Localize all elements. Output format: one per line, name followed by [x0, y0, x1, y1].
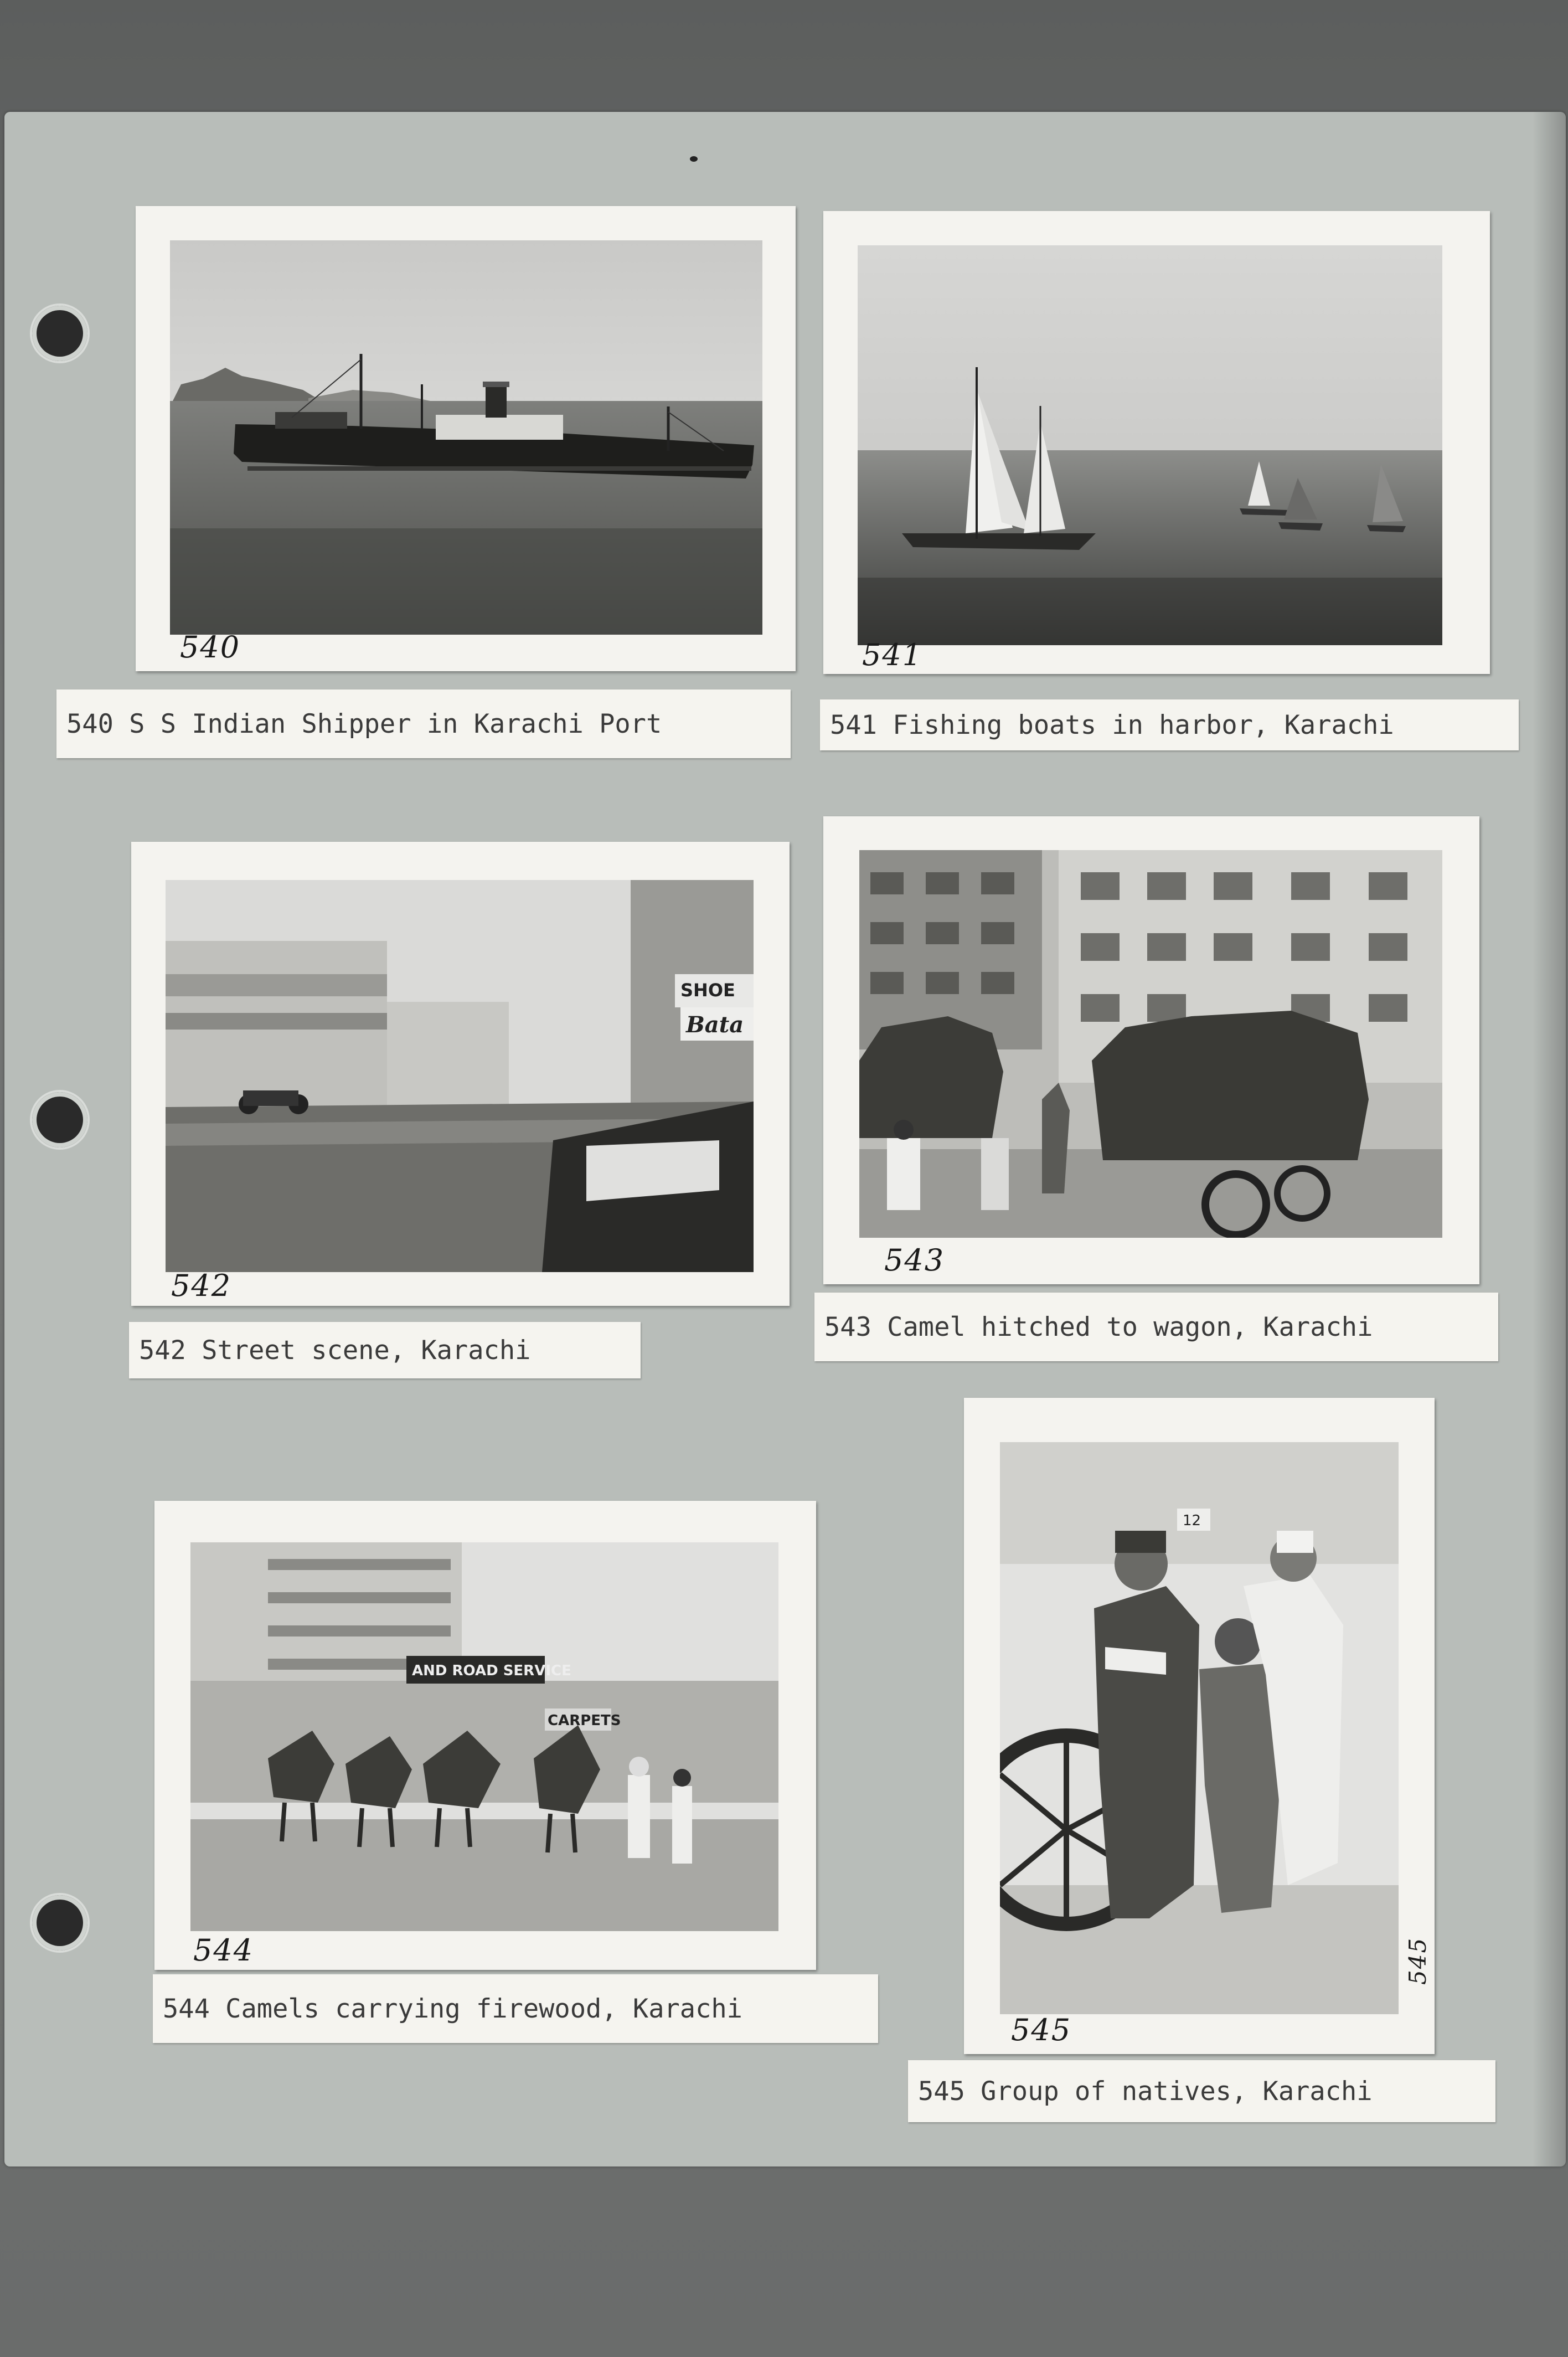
photo-street-scene: [166, 880, 754, 1272]
binder-hole-middle: [32, 1092, 87, 1147]
carpets-sign: CARPETS: [548, 1712, 621, 1729]
service-sign: AND ROAD SERVICE: [412, 1663, 571, 1679]
caption-label-541: [820, 699, 1519, 750]
binder-hole-top: [32, 306, 87, 361]
caption-text: 542 Street scene, Karachi: [139, 1335, 531, 1366]
caption-text: 544 Camels carrying firewood, Karachi: [163, 1993, 742, 2024]
photo-print-541: [823, 211, 1490, 674]
street-number-sign: 12: [1183, 1512, 1201, 1529]
handwritten-number: 545: [1011, 2013, 1072, 2047]
photo-print-540: [136, 206, 796, 671]
photo-fishing-boats: [858, 245, 1442, 645]
handwritten-number: 543: [884, 1243, 945, 1278]
handwritten-number: 541: [862, 637, 923, 672]
photo-print-545: [964, 1398, 1435, 2054]
photo-ship: [170, 240, 762, 635]
caption-text: 540 S S Indian Shipper in Karachi Port: [66, 708, 662, 739]
photo-camel-wagon: [859, 850, 1442, 1238]
caption-text: 541 Fishing boats in harbor, Karachi: [830, 709, 1394, 740]
handwritten-number: 540: [180, 630, 241, 665]
photo-print-543: [823, 816, 1479, 1284]
photo-camels-firewood: [190, 1542, 778, 1931]
page-speck: [690, 156, 698, 162]
caption-label-542: [129, 1322, 641, 1378]
caption-label-540: [56, 689, 791, 758]
caption-label-544: [153, 1974, 878, 2043]
caption-text: 543 Camel hitched to wagon, Karachi: [824, 1311, 1373, 1342]
handwritten-number: 544: [193, 1933, 254, 1968]
caption-label-543: [814, 1293, 1498, 1361]
photo-print-544: [154, 1501, 816, 1970]
handwritten-side-number: 545: [1404, 1937, 1431, 1985]
caption-label-545: [908, 2060, 1495, 2122]
shop-sign: SHOE: [680, 980, 735, 1001]
bata-sign: Bata: [686, 1012, 744, 1038]
binder-hole-bottom: [32, 1895, 87, 1951]
handwritten-number: 542: [171, 1268, 232, 1303]
photo-group-natives: [1000, 1442, 1399, 2014]
photo-print-542: [131, 842, 790, 1306]
caption-text: 545 Group of natives, Karachi: [918, 2076, 1373, 2107]
